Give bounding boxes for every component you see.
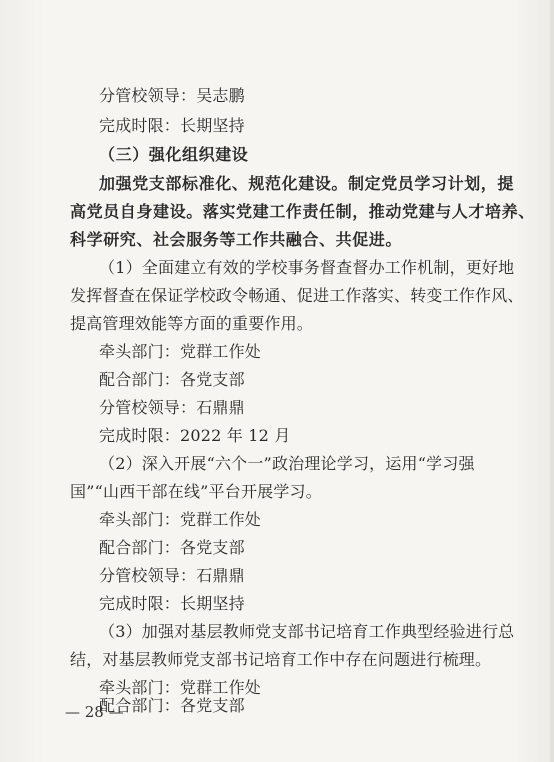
coop-dept-line: 配合部门：各党支部 [99, 696, 245, 715]
page-edge-shadow [550, 0, 554, 762]
deadline-line: 完成时限：长期坚持 [99, 116, 245, 135]
item-text-line: 发挥督查在保证学校政令畅通、促进工作落实、转变工作作风、 [70, 286, 524, 305]
item-text-line: 提高管理效能等方面的重要作用。 [70, 314, 314, 333]
item-text-line: （2）深入开展“六个一”政治理论学习，运用“学习强 [99, 454, 475, 473]
item-text-line: （3）加强对基层教师党支部书记培育工作典型经验进行总 [99, 622, 515, 641]
summary-line: 高党员自身建设。落实党建工作责任制，推动党建与人才培养、 [70, 202, 535, 221]
lead-dept-line: 牵头部门：党群工作处 [99, 342, 262, 361]
lead-dept-line: 牵头部门：党群工作处 [99, 510, 262, 529]
leader-line: 分管校领导：吴志鹏 [99, 86, 245, 105]
lead-dept-line: 牵头部门：党群工作处 [99, 678, 262, 697]
item-text-line: （1）全面建立有效的学校事务督查督办工作机制，更好地 [99, 258, 515, 277]
deadline-line: 完成时限：2022 年 12 月 [99, 426, 291, 445]
coop-dept-line: 配合部门：各党支部 [99, 370, 245, 389]
coop-dept-line: 配合部门：各党支部 [99, 538, 245, 557]
leader-line: 分管校领导：石鼎鼎 [99, 398, 245, 417]
item-text-line: 国”“山西干部在线”平台开展学习。 [70, 482, 322, 501]
deadline-line: 完成时限：长期坚持 [99, 594, 245, 613]
item-text-line: 结，对基层教师党支部书记培育工作中存在问题进行梳理。 [70, 650, 492, 669]
page-number: — 28 — [65, 703, 124, 721]
summary-line: 科学研究、社会服务等工作共融合、共促进。 [70, 230, 403, 249]
section-heading: （三）强化组织建设 [99, 145, 249, 164]
leader-line: 分管校领导：石鼎鼎 [99, 566, 245, 585]
summary-line: 加强党支部标准化、规范化建设。制定党员学习计划，提 [99, 174, 515, 193]
